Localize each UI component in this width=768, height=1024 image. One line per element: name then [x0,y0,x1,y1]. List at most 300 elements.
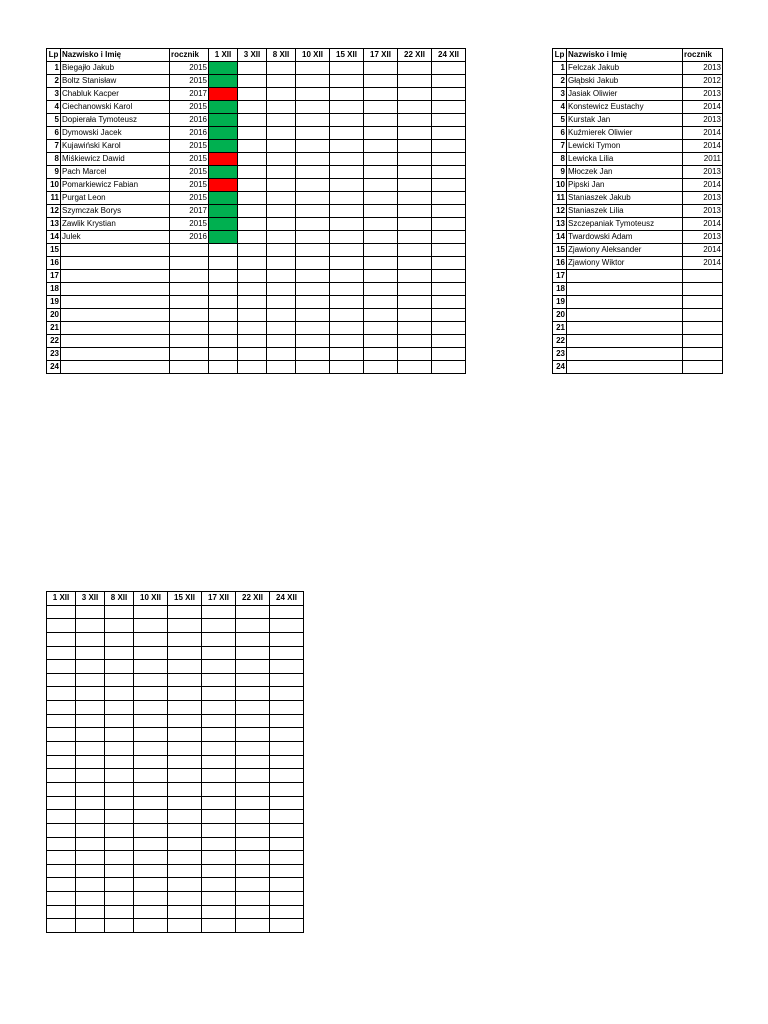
attendance-cell[interactable] [364,361,398,374]
attendance-cell[interactable] [209,270,238,283]
attendance-cell[interactable] [296,114,330,127]
attendance-cell[interactable] [134,823,168,837]
attendance-cell[interactable] [105,687,134,701]
attendance-cell[interactable] [134,714,168,728]
attendance-cell[interactable] [134,796,168,810]
attendance-cell[interactable] [105,919,134,933]
attendance-cell[interactable] [270,632,304,646]
attendance-cell[interactable] [236,632,270,646]
attendance-cell[interactable] [202,742,236,756]
attendance-cell[interactable] [209,114,238,127]
attendance-cell[interactable] [168,837,202,851]
attendance-cell[interactable] [105,701,134,715]
attendance-cell[interactable] [432,270,466,283]
attendance-cell[interactable] [105,632,134,646]
attendance-cell[interactable] [364,192,398,205]
attendance-cell[interactable] [398,192,432,205]
attendance-cell[interactable] [47,673,76,687]
attendance-cell[interactable] [202,605,236,619]
attendance-cell[interactable] [236,796,270,810]
attendance-cell[interactable] [236,823,270,837]
attendance-cell[interactable] [134,673,168,687]
attendance-cell[interactable] [364,166,398,179]
attendance-cell[interactable] [209,335,238,348]
attendance-cell[interactable] [238,218,267,231]
attendance-cell[interactable] [47,701,76,715]
attendance-cell[interactable] [330,348,364,361]
attendance-cell[interactable] [209,296,238,309]
attendance-cell[interactable] [47,878,76,892]
attendance-cell[interactable] [267,205,296,218]
attendance-cell[interactable] [47,646,76,660]
attendance-cell[interactable] [432,309,466,322]
attendance-cell[interactable] [296,192,330,205]
attendance-cell[interactable] [296,322,330,335]
attendance-cell[interactable] [76,701,105,715]
attendance-cell[interactable] [47,919,76,933]
attendance-cell[interactable] [209,179,238,192]
attendance-cell[interactable] [168,660,202,674]
attendance-cell[interactable] [364,296,398,309]
attendance-cell[interactable] [236,782,270,796]
attendance-cell[interactable] [238,335,267,348]
attendance-cell[interactable] [202,714,236,728]
attendance-cell[interactable] [267,153,296,166]
attendance-cell[interactable] [105,742,134,756]
attendance-cell[interactable] [432,62,466,75]
attendance-cell[interactable] [134,878,168,892]
attendance-cell[interactable] [236,701,270,715]
attendance-cell[interactable] [76,782,105,796]
attendance-cell[interactable] [76,687,105,701]
attendance-cell[interactable] [330,114,364,127]
attendance-cell[interactable] [209,348,238,361]
attendance-cell[interactable] [202,632,236,646]
attendance-cell[interactable] [209,244,238,257]
attendance-cell[interactable] [134,837,168,851]
attendance-cell[interactable] [236,769,270,783]
attendance-cell[interactable] [364,101,398,114]
attendance-cell[interactable] [238,348,267,361]
attendance-cell[interactable] [364,231,398,244]
attendance-cell[interactable] [330,127,364,140]
attendance-cell[interactable] [330,205,364,218]
attendance-cell[interactable] [238,114,267,127]
attendance-cell[interactable] [76,905,105,919]
attendance-cell[interactable] [105,782,134,796]
attendance-cell[interactable] [105,660,134,674]
attendance-cell[interactable] [168,742,202,756]
attendance-cell[interactable] [330,244,364,257]
attendance-cell[interactable] [105,851,134,865]
attendance-cell[interactable] [134,632,168,646]
attendance-cell[interactable] [296,270,330,283]
attendance-cell[interactable] [209,75,238,88]
attendance-cell[interactable] [168,905,202,919]
attendance-cell[interactable] [270,728,304,742]
attendance-cell[interactable] [168,769,202,783]
attendance-cell[interactable] [238,361,267,374]
attendance-cell[interactable] [267,127,296,140]
attendance-cell[interactable] [168,810,202,824]
attendance-cell[interactable] [76,796,105,810]
attendance-cell[interactable] [238,205,267,218]
attendance-cell[interactable] [202,769,236,783]
attendance-cell[interactable] [432,205,466,218]
attendance-cell[interactable] [134,728,168,742]
attendance-cell[interactable] [330,309,364,322]
attendance-cell[interactable] [296,153,330,166]
attendance-cell[interactable] [267,75,296,88]
attendance-cell[interactable] [330,75,364,88]
attendance-cell[interactable] [238,244,267,257]
attendance-cell[interactable] [270,892,304,906]
attendance-cell[interactable] [296,361,330,374]
attendance-cell[interactable] [330,270,364,283]
attendance-cell[interactable] [236,742,270,756]
attendance-cell[interactable] [270,742,304,756]
attendance-cell[interactable] [432,335,466,348]
attendance-cell[interactable] [296,309,330,322]
attendance-cell[interactable] [364,205,398,218]
attendance-cell[interactable] [330,101,364,114]
attendance-cell[interactable] [202,646,236,660]
attendance-cell[interactable] [398,361,432,374]
attendance-cell[interactable] [296,335,330,348]
attendance-cell[interactable] [134,660,168,674]
attendance-cell[interactable] [270,769,304,783]
attendance-cell[interactable] [398,88,432,101]
attendance-cell[interactable] [267,140,296,153]
attendance-cell[interactable] [296,257,330,270]
attendance-cell[interactable] [432,218,466,231]
attendance-cell[interactable] [209,140,238,153]
attendance-cell[interactable] [398,127,432,140]
attendance-cell[interactable] [47,619,76,633]
attendance-cell[interactable] [105,905,134,919]
attendance-cell[interactable] [398,335,432,348]
attendance-cell[interactable] [270,687,304,701]
attendance-cell[interactable] [134,755,168,769]
attendance-cell[interactable] [296,218,330,231]
attendance-cell[interactable] [364,88,398,101]
attendance-cell[interactable] [209,257,238,270]
attendance-cell[interactable] [270,646,304,660]
attendance-cell[interactable] [134,619,168,633]
attendance-cell[interactable] [330,218,364,231]
attendance-cell[interactable] [168,919,202,933]
attendance-cell[interactable] [267,62,296,75]
attendance-cell[interactable] [398,218,432,231]
attendance-cell[interactable] [168,782,202,796]
attendance-cell[interactable] [168,687,202,701]
attendance-cell[interactable] [209,218,238,231]
attendance-cell[interactable] [236,755,270,769]
attendance-cell[interactable] [76,646,105,660]
attendance-cell[interactable] [168,755,202,769]
attendance-cell[interactable] [47,605,76,619]
attendance-cell[interactable] [47,660,76,674]
attendance-cell[interactable] [432,101,466,114]
attendance-cell[interactable] [330,192,364,205]
attendance-cell[interactable] [76,837,105,851]
attendance-cell[interactable] [330,335,364,348]
attendance-cell[interactable] [364,309,398,322]
attendance-cell[interactable] [202,919,236,933]
attendance-cell[interactable] [330,88,364,101]
attendance-cell[interactable] [105,646,134,660]
attendance-cell[interactable] [76,619,105,633]
attendance-cell[interactable] [76,769,105,783]
attendance-cell[interactable] [168,878,202,892]
attendance-cell[interactable] [330,166,364,179]
attendance-cell[interactable] [76,878,105,892]
attendance-cell[interactable] [202,810,236,824]
attendance-cell[interactable] [270,878,304,892]
attendance-cell[interactable] [134,905,168,919]
attendance-cell[interactable] [76,728,105,742]
attendance-cell[interactable] [267,244,296,257]
attendance-cell[interactable] [238,283,267,296]
attendance-cell[interactable] [398,140,432,153]
attendance-cell[interactable] [432,322,466,335]
attendance-cell[interactable] [47,782,76,796]
attendance-cell[interactable] [168,864,202,878]
attendance-cell[interactable] [238,231,267,244]
attendance-cell[interactable] [296,244,330,257]
attendance-cell[interactable] [238,101,267,114]
attendance-cell[interactable] [296,62,330,75]
attendance-cell[interactable] [364,140,398,153]
attendance-cell[interactable] [330,231,364,244]
attendance-cell[interactable] [364,257,398,270]
attendance-cell[interactable] [270,864,304,878]
attendance-cell[interactable] [398,244,432,257]
attendance-cell[interactable] [76,810,105,824]
attendance-cell[interactable] [105,864,134,878]
attendance-cell[interactable] [236,619,270,633]
attendance-cell[interactable] [432,257,466,270]
attendance-cell[interactable] [432,127,466,140]
attendance-cell[interactable] [76,919,105,933]
attendance-cell[interactable] [134,687,168,701]
attendance-cell[interactable] [238,322,267,335]
attendance-cell[interactable] [270,782,304,796]
attendance-cell[interactable] [76,632,105,646]
attendance-cell[interactable] [202,660,236,674]
attendance-cell[interactable] [168,605,202,619]
attendance-cell[interactable] [432,179,466,192]
attendance-cell[interactable] [47,892,76,906]
attendance-cell[interactable] [202,673,236,687]
attendance-cell[interactable] [238,296,267,309]
attendance-cell[interactable] [105,796,134,810]
attendance-cell[interactable] [364,270,398,283]
attendance-cell[interactable] [398,348,432,361]
attendance-cell[interactable] [209,166,238,179]
attendance-cell[interactable] [267,114,296,127]
attendance-cell[interactable] [76,742,105,756]
attendance-cell[interactable] [267,322,296,335]
attendance-cell[interactable] [105,837,134,851]
attendance-cell[interactable] [270,605,304,619]
attendance-cell[interactable] [134,769,168,783]
attendance-cell[interactable] [398,309,432,322]
attendance-cell[interactable] [238,309,267,322]
attendance-cell[interactable] [134,864,168,878]
attendance-cell[interactable] [76,823,105,837]
attendance-cell[interactable] [432,153,466,166]
attendance-cell[interactable] [202,864,236,878]
attendance-cell[interactable] [168,619,202,633]
attendance-cell[interactable] [270,714,304,728]
attendance-cell[interactable] [47,796,76,810]
attendance-cell[interactable] [296,296,330,309]
attendance-cell[interactable] [134,782,168,796]
attendance-cell[interactable] [432,361,466,374]
attendance-cell[interactable] [47,851,76,865]
attendance-cell[interactable] [105,619,134,633]
attendance-cell[interactable] [168,892,202,906]
attendance-cell[interactable] [209,153,238,166]
attendance-cell[interactable] [202,687,236,701]
attendance-cell[interactable] [432,75,466,88]
attendance-cell[interactable] [267,88,296,101]
attendance-cell[interactable] [296,88,330,101]
attendance-cell[interactable] [432,140,466,153]
attendance-cell[interactable] [134,919,168,933]
attendance-cell[interactable] [432,244,466,257]
attendance-cell[interactable] [398,179,432,192]
attendance-cell[interactable] [398,270,432,283]
attendance-cell[interactable] [76,755,105,769]
attendance-cell[interactable] [296,101,330,114]
attendance-cell[interactable] [209,231,238,244]
attendance-cell[interactable] [330,153,364,166]
attendance-cell[interactable] [76,851,105,865]
attendance-cell[interactable] [209,88,238,101]
attendance-cell[interactable] [168,673,202,687]
attendance-cell[interactable] [76,660,105,674]
attendance-cell[interactable] [134,742,168,756]
attendance-cell[interactable] [296,140,330,153]
attendance-cell[interactable] [209,205,238,218]
attendance-cell[interactable] [267,101,296,114]
attendance-cell[interactable] [202,823,236,837]
attendance-cell[interactable] [398,75,432,88]
attendance-cell[interactable] [267,348,296,361]
attendance-cell[interactable] [168,823,202,837]
attendance-cell[interactable] [168,714,202,728]
attendance-cell[interactable] [267,179,296,192]
attendance-cell[interactable] [296,231,330,244]
attendance-cell[interactable] [270,851,304,865]
attendance-cell[interactable] [364,283,398,296]
attendance-cell[interactable] [330,179,364,192]
attendance-cell[interactable] [47,769,76,783]
attendance-cell[interactable] [168,632,202,646]
attendance-cell[interactable] [364,244,398,257]
attendance-cell[interactable] [364,153,398,166]
attendance-cell[interactable] [236,646,270,660]
attendance-cell[interactable] [267,231,296,244]
attendance-cell[interactable] [432,192,466,205]
attendance-cell[interactable] [270,919,304,933]
attendance-cell[interactable] [134,646,168,660]
attendance-cell[interactable] [267,296,296,309]
attendance-cell[interactable] [209,361,238,374]
attendance-cell[interactable] [168,851,202,865]
attendance-cell[interactable] [236,919,270,933]
attendance-cell[interactable] [270,837,304,851]
attendance-cell[interactable] [105,728,134,742]
attendance-cell[interactable] [236,878,270,892]
attendance-cell[interactable] [432,296,466,309]
attendance-cell[interactable] [296,348,330,361]
attendance-cell[interactable] [398,205,432,218]
attendance-cell[interactable] [47,810,76,824]
attendance-cell[interactable] [134,605,168,619]
attendance-cell[interactable] [236,714,270,728]
attendance-cell[interactable] [209,127,238,140]
attendance-cell[interactable] [267,270,296,283]
attendance-cell[interactable] [432,88,466,101]
attendance-cell[interactable] [267,218,296,231]
attendance-cell[interactable] [330,140,364,153]
attendance-cell[interactable] [76,673,105,687]
attendance-cell[interactable] [398,231,432,244]
attendance-cell[interactable] [76,605,105,619]
attendance-cell[interactable] [238,270,267,283]
attendance-cell[interactable] [270,905,304,919]
attendance-cell[interactable] [238,257,267,270]
attendance-cell[interactable] [168,701,202,715]
attendance-cell[interactable] [47,837,76,851]
attendance-cell[interactable] [105,714,134,728]
attendance-cell[interactable] [432,348,466,361]
attendance-cell[interactable] [236,810,270,824]
attendance-cell[interactable] [364,335,398,348]
attendance-cell[interactable] [364,322,398,335]
attendance-cell[interactable] [47,755,76,769]
attendance-cell[interactable] [364,127,398,140]
attendance-cell[interactable] [296,179,330,192]
attendance-cell[interactable] [238,192,267,205]
attendance-cell[interactable] [270,701,304,715]
attendance-cell[interactable] [202,892,236,906]
attendance-cell[interactable] [105,878,134,892]
attendance-cell[interactable] [364,62,398,75]
attendance-cell[interactable] [202,905,236,919]
attendance-cell[interactable] [398,101,432,114]
attendance-cell[interactable] [236,892,270,906]
attendance-cell[interactable] [202,851,236,865]
attendance-cell[interactable] [238,88,267,101]
attendance-cell[interactable] [236,728,270,742]
attendance-cell[interactable] [398,322,432,335]
attendance-cell[interactable] [296,283,330,296]
attendance-cell[interactable] [432,114,466,127]
attendance-cell[interactable] [209,283,238,296]
attendance-cell[interactable] [76,714,105,728]
attendance-cell[interactable] [238,166,267,179]
attendance-cell[interactable] [47,823,76,837]
attendance-cell[interactable] [202,755,236,769]
attendance-cell[interactable] [134,810,168,824]
attendance-cell[interactable] [267,192,296,205]
attendance-cell[interactable] [134,892,168,906]
attendance-cell[interactable] [76,864,105,878]
